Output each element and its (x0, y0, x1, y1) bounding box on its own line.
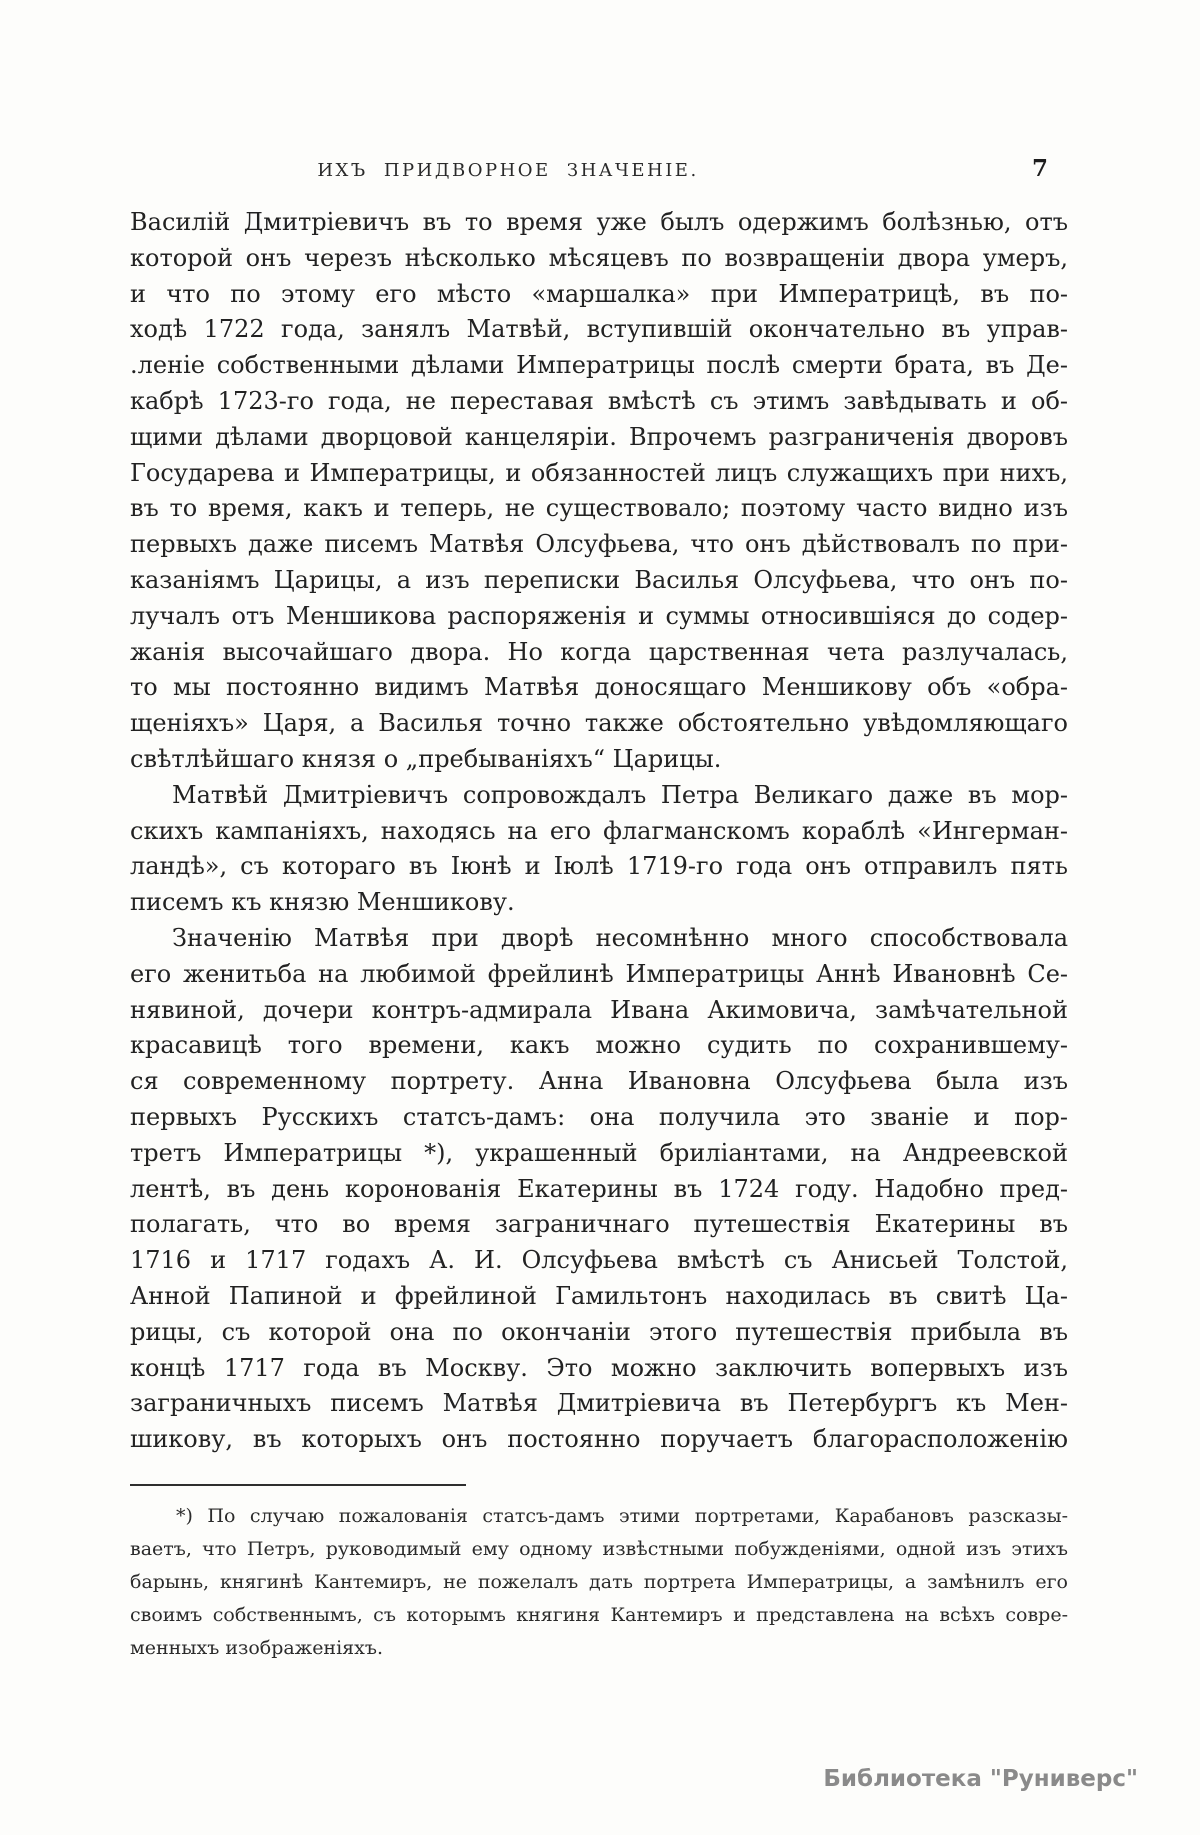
body-line: полагать, что во время заграничнаго путешествія Екатерины въ (130, 1210, 1068, 1239)
footnote-line: менныхъ изображеніяхъ. (130, 1637, 384, 1659)
body-line: Государева и Императрицы, и обязанностей лицъ служащихъ при нихъ, (130, 458, 1068, 487)
body-line: щеніяхъ» Царя, а Василья точно также обстоятельно увѣдомляющаго (130, 709, 1068, 738)
body-line: первыхъ даже писемъ Матвѣя Олсуфьева, что онъ дѣйствовалъ по при- (130, 530, 1068, 559)
body-line: концѣ 1717 года въ Москву. Это можно заключить вопервыхъ изъ (130, 1353, 1068, 1382)
body-line: Василій Дмитріевичъ въ то время уже былъ одержимъ болѣзнью, отъ (130, 208, 1068, 236)
body-line: Матвѣй Дмитріевичъ сопровождалъ Петра Великаго даже въ мор- (172, 780, 1068, 809)
footnote-line: ваетъ, что Петръ, руководимый ему одному извѣстными побужденіями, одной изъ этихъ (130, 1538, 1068, 1560)
footnote-line: своимъ собственнымъ, съ которымъ княгиня Кантемиръ и представлена на всѣхъ совре- (130, 1604, 1068, 1626)
body-line: кабрѣ 1723-го года, не переставая вмѣстѣ съ этимъ завѣдывать и об- (130, 386, 1068, 415)
footnote-line: барынь, княгинѣ Кантемиръ, не пожелалъ дать портрета Императрицы, а замѣнилъ его (130, 1571, 1068, 1593)
footnote (130, 1500, 1068, 1665)
library-watermark: Библиотека "Руниверс" (823, 1766, 1138, 1792)
body-line: лучалъ отъ Меншикова распоряженія и суммы относившіяся до содер- (130, 601, 1068, 630)
body-line: рицы, съ которой она по окончаніи этого путешествія прибыла въ (130, 1317, 1068, 1346)
body-line: Значенію Матвѣя при дворѣ несомнѣнно много способствовала (172, 923, 1068, 952)
body-line: первыхъ Русскихъ статсъ-дамъ: она получила это званіе и пор- (130, 1102, 1068, 1131)
body-line: и что по этому его мѣсто «маршалка» при Императрицѣ, въ по- (130, 279, 1068, 308)
body-line: ландѣ», съ котораго въ Іюнѣ и Іюлѣ 1719-го года онъ отправилъ пять (130, 852, 1068, 881)
body-line: .леніе собственными дѣлами Императрицы послѣ смерти брата, въ Де- (130, 351, 1068, 380)
body-line: ходѣ 1722 года, занялъ Матвѣй, вступившій окончательно въ управ- (130, 315, 1068, 344)
page-number: 7 (1031, 155, 1048, 182)
body-line: шикову, въ которыхъ онъ постоянно поручаетъ благорасположенію (130, 1425, 1068, 1454)
body-line: 1716 и 1717 годахъ А. И. Олсуфьева вмѣстѣ съ Анисьей Толстой, (130, 1246, 1068, 1275)
body-line: лентѣ, въ день коронованія Екатерины въ 1724 году. Надобно пред- (130, 1174, 1068, 1203)
body-line: жанія высочайшаго двора. Но когда царственная чета разлучалась, (130, 637, 1068, 666)
body-line: въ то время, какъ и теперь, не существовало; поэтому часто видно изъ (130, 494, 1068, 523)
footnote-rule (130, 1484, 466, 1486)
body-line: писемъ къ князю Меншикову. (130, 888, 515, 917)
body-line: свѣтлѣйшаго князя о „пребываніяхъ“ Царицы. (130, 744, 722, 773)
body-line: нявиной, дочери контръ-адмирала Ивана Акимовича, замѣчательной (130, 995, 1068, 1024)
body-line: красавицѣ того времени, какъ можно судить по сохранившему- (130, 1031, 1068, 1060)
body-line: Анной Папиной и фрейлиной Гамильтонъ находилась въ свитѣ Ца- (130, 1281, 1068, 1310)
body-line: его женитьба на любимой фрейлинѣ Императрицы Аннѣ Ивановнѣ Се- (130, 959, 1068, 988)
body-text (130, 205, 1068, 1458)
body-line: щими дѣлами дворцовой канцеляріи. Впрочемъ разграниченія дворовъ (130, 422, 1068, 451)
body-line: то мы постоянно видимъ Матвѣя доносящаго Меншикову объ «обра- (130, 673, 1068, 702)
running-title: ИХЪ ПРИДВОРНОЕ ЗНАЧЕНІЕ. (317, 160, 699, 181)
body-line: которой онъ черезъ нѣсколько мѣсяцевъ по возвращеніи двора умеръ, (130, 243, 1068, 272)
body-line: казаніямъ Царицы, а изъ переписки Василья Олсуфьева, что онъ по- (130, 565, 1068, 594)
body-line: третъ Императрицы *), украшенный бриліантами, на Андреевской (130, 1138, 1068, 1167)
body-line: заграничныхъ писемъ Матвѣя Дмитріевича въ Петербургъ къ Мен- (130, 1389, 1068, 1418)
footnote-line: *) По случаю пожалованія статсъ-дамъ этими портретами, Карабановъ разсказы- (176, 1505, 1068, 1527)
body-line: скихъ кампаніяхъ, находясь на его флагманскомъ кораблѣ «Ингерман- (130, 816, 1068, 845)
body-line: ся современному портрету. Анна Ивановна Олсуфьева была изъ (130, 1067, 1068, 1096)
